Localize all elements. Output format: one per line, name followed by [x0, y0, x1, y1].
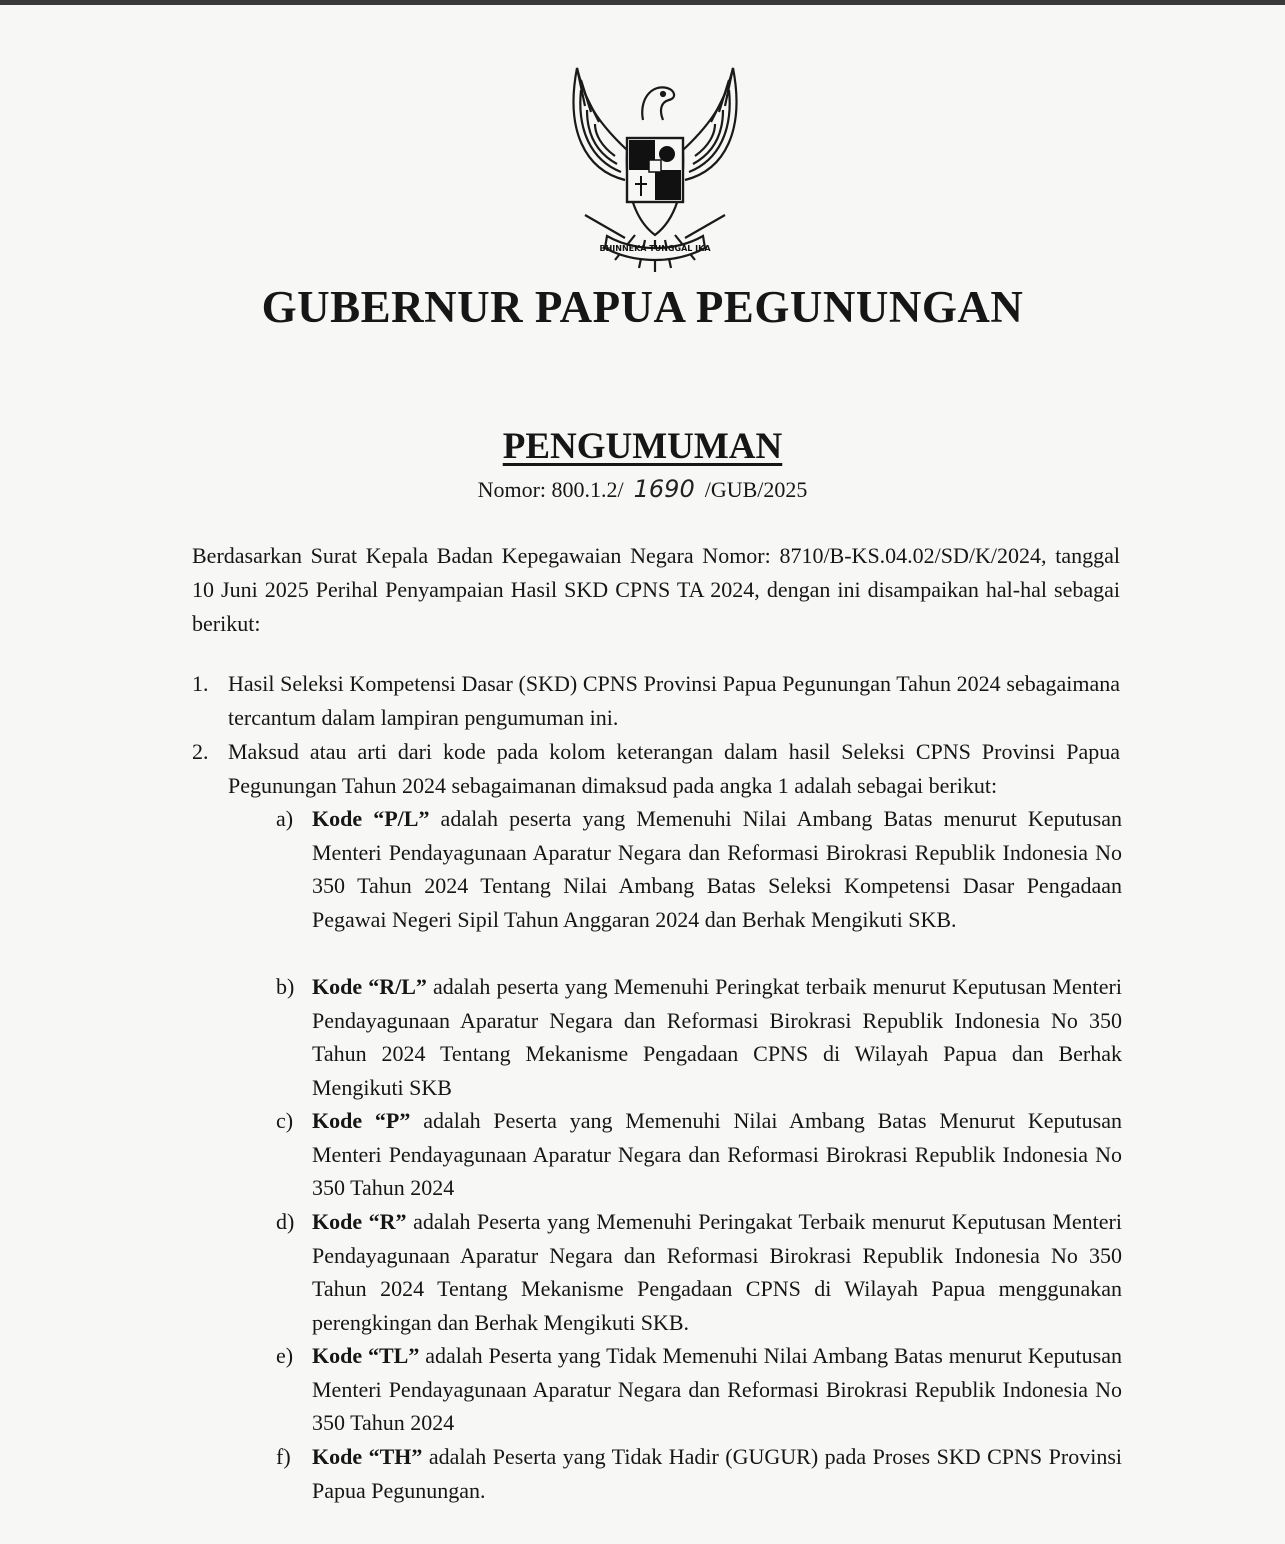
code-item-r — [276, 1205, 1122, 1339]
code-item-pl — [276, 802, 1122, 936]
intro-paragraph: Berdasarkan Surat Kepala Badan Kepegawaian Negara Nomor: 8710/B-KS.04.02/SD/K/2024, tanggal 10 Juni 2025 Perihal Penyampaian Hasil SKD CPNS TA 2024, dengan ini disampaikan hal-hal sebagai berikut: — [192, 543, 1120, 636]
code-label: Kode “R/L” — [312, 974, 427, 999]
list-item-number: 2. — [192, 739, 209, 764]
code-item-tl — [276, 1339, 1122, 1440]
list-item-text: Maksud atau arti dari kode pada kolom keterangan dalam hasil Seleksi CPNS Provinsi Papua Pegunungan Tahun 2024 sebagaimanan dimaksud pada angka 1 adalah sebagai berikut: — [228, 739, 1120, 798]
code-description: adalah peserta yang Memenuhi Nilai Ambang Batas menurut Keputusan Menteri Pendayagunaan Aparatur Negara dan Reformasi Birokrasi Republik Indonesia No 350 Tahun 2024 Tentang Nilai Ambang Batas Seleksi Kompetensi Dasar Pengadaan Pegawai Negeri Sipil Tahun Anggaran 2024 dan Berhak Mengikuti SKB. — [312, 806, 1122, 932]
code-item-letter: a) — [276, 806, 294, 831]
number-suffix: /GUB/2025 — [704, 477, 808, 502]
emblem-motto: BHINNEKA TUNGGAL IKA — [599, 244, 711, 253]
code-label: Kode “TL” — [312, 1343, 420, 1368]
code-label: Kode “TH” — [312, 1444, 423, 1469]
code-item-letter: d) — [276, 1209, 295, 1234]
code-description: adalah Peserta yang Memenuhi Nilai Ambang Batas Menurut Keputusan Menteri Pendayagunaan Aparatur Negara dan Reformasi Birokrasi Republik Indonesia No 350 Tahun 2024 — [312, 1108, 1122, 1200]
list-item-text: Hasil Seleksi Kompetensi Dasar (SKD) CPNS Provinsi Papua Pegunungan Tahun 2024 sebagaimana tercantum dalam lampiran pengumuman ini. — [228, 671, 1120, 730]
handwritten-number: 1690 — [633, 475, 695, 503]
announcement-title: PENGUMUMAN — [502, 426, 783, 467]
garuda-emblem-icon — [555, 60, 755, 278]
code-label: Kode “P” — [312, 1108, 411, 1133]
code-label: Kode “P/L” — [312, 806, 430, 831]
code-item-letter: b) — [276, 974, 295, 999]
code-description: adalah peserta yang Memenuhi Peringkat terbaik menurut Keputusan Menteri Pendayagunaan Aparatur Negara dan Reformasi Birokrasi Republik Indonesia No 350 Tahun 2024 Tentang Mekanisme Pengadaan CPNS di Wilayah Papua dan Berhak Mengikuti SKB — [312, 974, 1122, 1100]
code-item-letter: e) — [276, 1343, 294, 1368]
number-prefix: Nomor: 800.1.2/ — [477, 477, 624, 502]
code-item-letter: c) — [276, 1108, 294, 1133]
list-item — [192, 735, 1120, 803]
code-description: adalah Peserta yang Tidak Memenuhi Nilai Ambang Batas menurut Keputusan Menteri Pendayagunaan Aparatur Negara dan Reformasi Birokrasi Republik Indonesia No 350 Tahun 2024 — [312, 1343, 1122, 1435]
governor-title: GUBERNUR PAPUA PEGUNUNGAN — [261, 282, 1024, 332]
code-description: adalah Peserta yang Memenuhi Peringakat Terbaik menurut Keputusan Menteri Pendayagunaan Aparatur Negara dan Reformasi Birokrasi Republik Indonesia No 350 Tahun 2024 Tentang Mekanisme Pengadaan CPNS di Wilayah Papua menggunakan perengkingan dan Berhak Mengikuti SKB. — [312, 1209, 1123, 1335]
code-item-th — [276, 1440, 1122, 1507]
list-item-number: 1. — [192, 671, 209, 696]
list-item — [192, 667, 1120, 735]
code-item-letter: f) — [276, 1444, 291, 1469]
announcement-number — [0, 475, 1285, 503]
code-item-rl — [276, 970, 1122, 1104]
code-item-p — [276, 1104, 1122, 1205]
code-description: adalah Peserta yang Tidak Hadir (GUGUR) pada Proses SKD CPNS Provinsi Papua Pegunungan. — [312, 1444, 1122, 1503]
code-label: Kode “R” — [312, 1209, 407, 1234]
document-page — [0, 5, 1285, 1544]
